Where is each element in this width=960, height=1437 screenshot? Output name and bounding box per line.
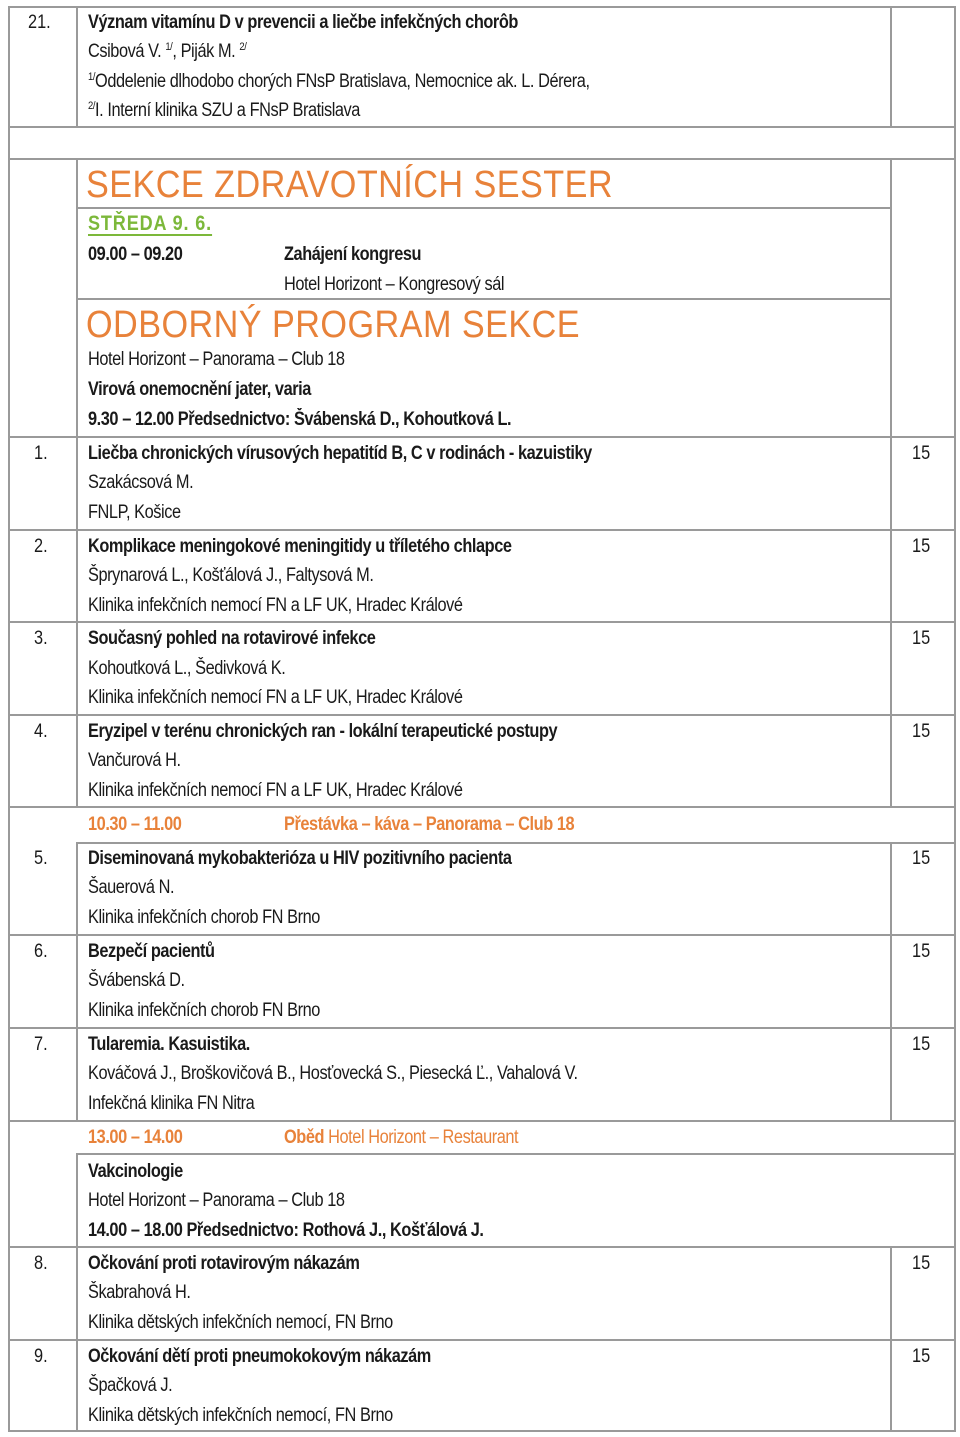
rule — [8, 158, 954, 160]
item-duration: 15 — [912, 536, 931, 557]
rule — [76, 6, 78, 128]
item-number: 3. — [34, 628, 48, 649]
rule — [8, 529, 954, 531]
item-number: 9. — [34, 1346, 48, 1367]
item-authors: Švábenská D. — [88, 970, 185, 991]
item-authors: Szakácsová M. — [88, 472, 194, 493]
affiliation-mark: 1/ — [165, 41, 173, 53]
block-topic: Virová onemocnění jater, varia — [88, 379, 311, 400]
item-institution: Klinika infekčních chorob FN Brno — [88, 1000, 320, 1021]
item-institution: Klinika infekčních nemocí FN a LF UK, Hradec Králové — [88, 780, 463, 801]
rule — [76, 1153, 954, 1155]
item-authors — [88, 41, 246, 63]
block-place: Hotel Horizont – Panorama – Club 18 — [88, 1190, 345, 1211]
item-number: 8. — [34, 1253, 48, 1274]
item-title: Očkování proti rotavirovým nákazám — [88, 1253, 360, 1274]
item-institution: Klinika dětských infekčních nemocí, FN Brno — [88, 1312, 393, 1333]
program-title: ODBORNÝ PROGRAM SEKCE — [86, 304, 581, 346]
block-chair: 9.30 – 12.00 Předsednictvo: Švábenská D., Kohoutková L. — [88, 409, 512, 430]
lunch-place: Hotel Horizont – Restaurant — [328, 1127, 519, 1148]
institution-name: Oddelenie dlhodobo chorých FNsP Bratislava, Nemocnice ak. L. Dérera, — [95, 71, 590, 92]
rule — [890, 842, 892, 1122]
item-duration: 15 — [912, 1346, 931, 1367]
rule — [8, 126, 954, 128]
item-duration: 15 — [912, 1253, 931, 1274]
item-duration: 15 — [912, 443, 931, 464]
affiliation-mark: 1/ — [88, 71, 96, 83]
item-authors: Vančurová H. — [88, 750, 181, 771]
item-institution: Klinika infekčních nemocí FN a LF UK, Hradec Králové — [88, 687, 463, 708]
rule — [8, 1339, 954, 1341]
item-number: 7. — [34, 1034, 48, 1055]
rule — [76, 842, 954, 844]
rule — [8, 1120, 954, 1122]
lunch-label: Oběd — [284, 1127, 325, 1148]
item-title: Komplikace meningokové meningitidy u tříletého chlapce — [88, 536, 512, 557]
item-authors: Špačková J. — [88, 1375, 173, 1396]
break-time: 10.30 – 11.00 — [88, 814, 182, 835]
item-title: Liečba chronických vírusových hepatitíd B, C v rodinách - kazuistiky — [88, 443, 592, 464]
block-place: Hotel Horizont – Panorama – Club 18 — [88, 349, 345, 370]
author-name: , Piják M. — [172, 41, 236, 62]
author-name: Csibová V. — [88, 41, 162, 62]
item-authors: Kohoutková L., Šedivková K. — [88, 658, 286, 679]
item-number: 6. — [34, 941, 48, 962]
opening-place: Hotel Horizont – Kongresový sál — [284, 274, 505, 295]
rule — [8, 1430, 954, 1432]
item-title: Současný pohled na rotavirové infekce — [88, 628, 376, 649]
block-chair: 14.00 – 18.00 Předsednictvo: Rothová J., Košťálová J. — [88, 1220, 484, 1241]
rule — [890, 158, 892, 438]
rule — [8, 6, 10, 1432]
item-number: 4. — [34, 721, 48, 742]
item-institution — [88, 100, 360, 122]
item-institution: Klinika infekčních chorob FN Brno — [88, 907, 320, 928]
rule — [76, 298, 890, 300]
day-heading: STŘEDA 9. 6. — [88, 212, 213, 235]
rule — [8, 6, 954, 8]
rule — [8, 436, 954, 438]
rule — [890, 6, 892, 128]
break-label: Přestávka – káva – Panorama – Club 18 — [284, 814, 575, 835]
opening-time: 09.00 – 09.20 — [88, 244, 183, 265]
item-title: Význam vitamínu D v prevencii a liečbe infekčných chorôb — [88, 12, 518, 33]
rule — [76, 1153, 78, 1432]
item-authors: Šprynarová L., Košťálová J., Faltysová M. — [88, 565, 374, 586]
rule — [76, 842, 78, 1122]
rule — [8, 714, 954, 716]
item-duration: 15 — [912, 941, 931, 962]
item-number: 1. — [34, 443, 48, 464]
item-institution: Klinika dětských infekčních nemocí, FN Brno — [88, 1405, 393, 1426]
affiliation-mark: 2/ — [239, 41, 247, 53]
item-number: 2. — [34, 536, 48, 557]
rule — [8, 1027, 954, 1029]
item-authors: Šauerová N. — [88, 877, 175, 898]
rule — [954, 6, 956, 1432]
institution-name: I. Interní klinika SZU a FNsP Bratislava — [95, 100, 360, 121]
item-authors: Kováčová J., Broškovičová B., Hosťovecká S., Piesecká Ľ., Vahalová V. — [88, 1063, 578, 1084]
item-institution: Infekčná klinika FN Nitra — [88, 1093, 255, 1114]
rule — [8, 934, 954, 936]
affiliation-mark: 2/ — [88, 100, 96, 112]
item-title: Diseminovaná mykobakterióza u HIV pozitivního pacienta — [88, 848, 512, 869]
block-topic: Vakcinologie — [88, 1161, 183, 1182]
item-title: Eryzipel v terénu chronických ran - lokální terapeutické postupy — [88, 721, 558, 742]
item-duration: 15 — [912, 721, 931, 742]
item-title: Očkování dětí proti pneumokokovým nákazám — [88, 1346, 431, 1367]
item-title: Bezpečí pacientů — [88, 941, 215, 962]
item-number: 21. — [28, 12, 51, 33]
rule — [8, 1246, 954, 1248]
item-duration: 15 — [912, 628, 931, 649]
section-title: SEKCE ZDRAVOTNÍCH SESTER — [86, 164, 614, 206]
rule — [8, 806, 954, 808]
rule — [8, 621, 954, 623]
lunch-line — [284, 1127, 518, 1149]
item-institution — [88, 71, 590, 93]
rule — [76, 207, 890, 209]
item-institution: FNLP, Košice — [88, 502, 181, 523]
opening-title: Zahájení kongresu — [284, 244, 422, 265]
item-authors: Škabrahová H. — [88, 1282, 191, 1303]
lunch-time: 13.00 – 14.00 — [88, 1127, 183, 1148]
item-title: Tularemia. Kasuistika. — [88, 1034, 250, 1055]
item-duration: 15 — [912, 848, 931, 869]
item-institution: Klinika infekčních nemocí FN a LF UK, Hradec Králové — [88, 595, 463, 616]
item-duration: 15 — [912, 1034, 931, 1055]
item-number: 5. — [34, 848, 48, 869]
